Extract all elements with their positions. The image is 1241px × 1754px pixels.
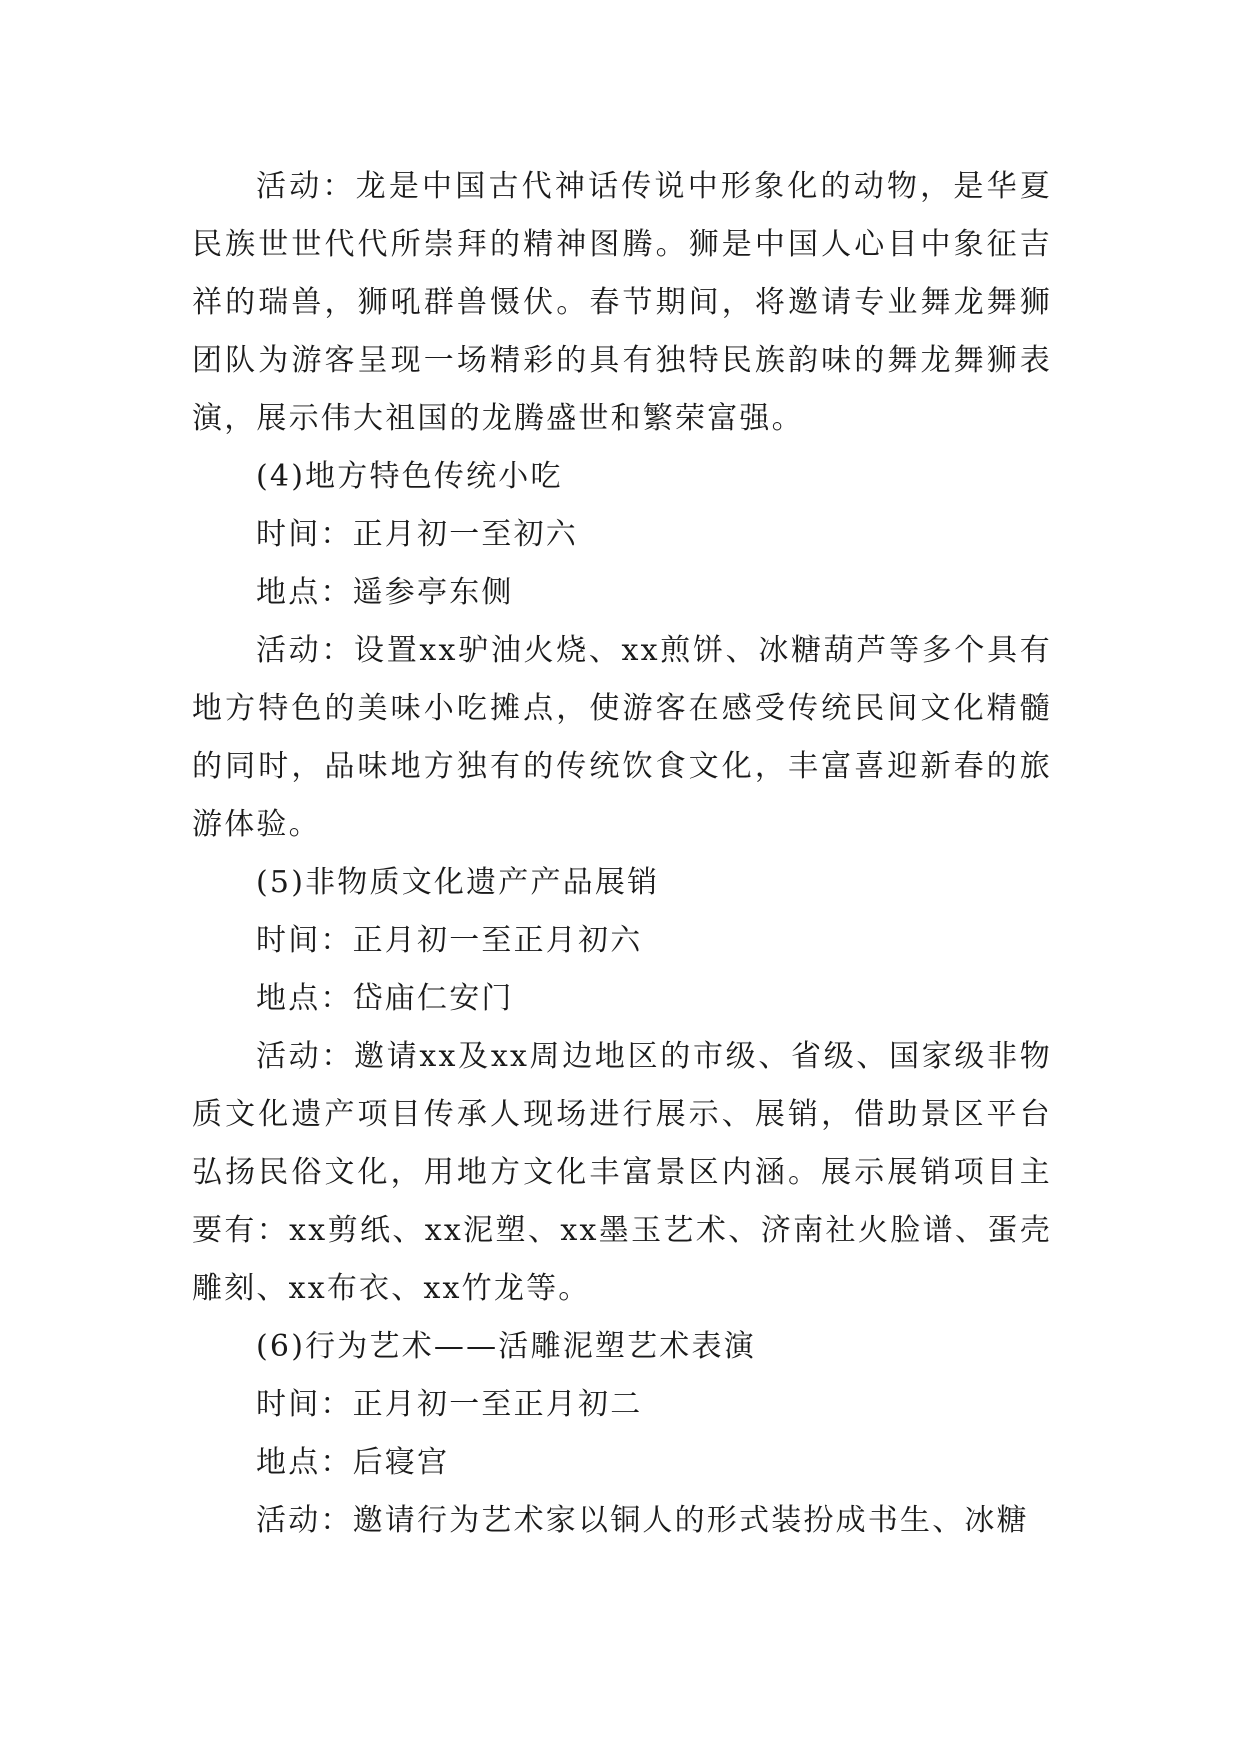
paragraph-heritage-location: 地点：岱庙仁安门: [256, 981, 514, 1016]
document-body: [192, 158, 1052, 1550]
paragraph-performance-location: 地点：后寝宫: [256, 1445, 450, 1480]
paragraph-heritage-activity: 活动：邀请xx及xx周边地区的市级、省级、国家级非物质文化遗产项目传承人现场进行展示、展销，借助景区平台弘扬民俗文化，用地方文化丰富景区内涵。展示展销项目主要有：xx剪纸、xx泥塑、xx墨玉艺术、济南社火脸谱、蛋壳雕刻、xx布衣、xx竹龙等。: [192, 1039, 1053, 1306]
paragraph-performance-activity: 活动：邀请行为艺术家以铜人的形式装扮成书生、冰糖: [256, 1503, 1029, 1538]
paragraph-dragon-lion-activity: 活动：龙是中国古代神话传说中形象化的动物，是华夏民族世世代代所崇拜的精神图腾。狮是中国人心目中象征吉祥的瑞兽，狮吼群兽慑伏。春节期间，将邀请专业舞龙舞狮团队为游客呈现一场精彩的具有独特民族韵味的舞龙舞狮表演，展示伟大祖国的龙腾盛世和繁荣富强。: [192, 169, 1052, 436]
paragraph-snacks-location: 地点：遥参亭东侧: [256, 575, 514, 610]
section-heading-local-snacks: (4)地方特色传统小吃: [256, 459, 563, 494]
paragraph-performance-time: 时间：正月初一至正月初二: [256, 1387, 643, 1422]
paragraph-snacks-time: 时间：正月初一至初六: [256, 517, 578, 552]
section-heading-heritage-exhibition: (5)非物质文化遗产产品展销: [256, 865, 660, 900]
section-heading-performance-art: (6)行为艺术——活雕泥塑艺术表演: [256, 1329, 756, 1364]
paragraph-snacks-activity: 活动：设置xx驴油火烧、xx煎饼、冰糖葫芦等多个具有地方特色的美味小吃摊点，使游客在感受传统民间文化精髓的同时，品味地方独有的传统饮食文化，丰富喜迎新春的旅游体验。: [192, 633, 1052, 842]
paragraph-heritage-time: 时间：正月初一至正月初六: [256, 923, 643, 958]
